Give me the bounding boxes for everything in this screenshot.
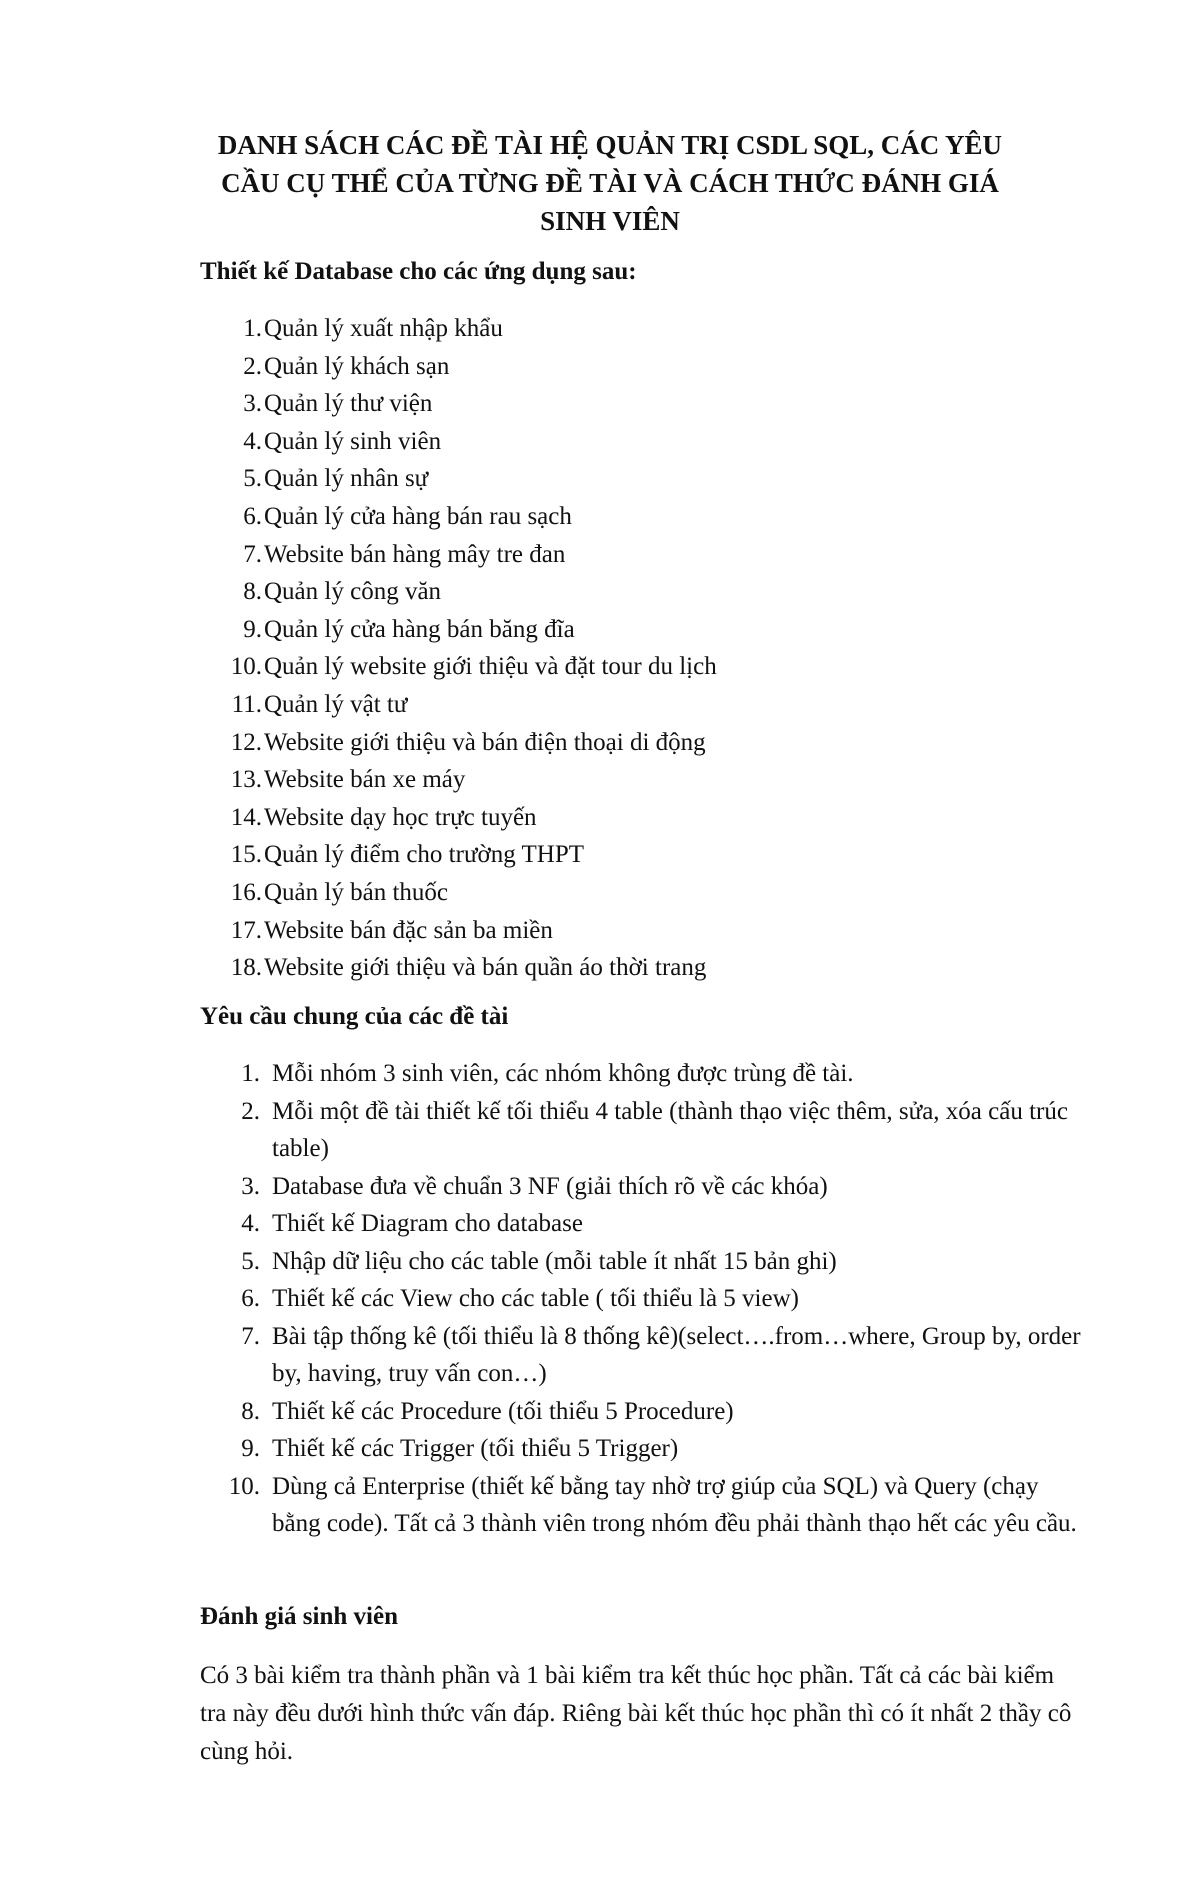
list-item-text: Dùng cả Enterprise (thiết kế bằng tay nhờ trợ giúp của SQL) và Query (chạy bằng code). Tất cả 3 thành viên trong nhóm đều phải thành thạo hết các yêu cầu. <box>272 1472 1077 1537</box>
title-line-1: DANH SÁCH CÁC ĐỀ TÀI HỆ QUẢN TRỊ CSDL SQL, CÁC YÊU <box>217 130 1003 161</box>
list-item-text: Nhập dữ liệu cho các table (mỗi table ít nhất 15 bản ghi) <box>272 1247 837 1275</box>
list-item <box>220 310 1120 348</box>
list-number: 15. <box>230 841 262 869</box>
list-item-text: Quản lý bán thuốc <box>264 878 448 906</box>
evaluation-paragraph: Có 3 bài kiểm tra thành phần và 1 bài kiểm tra kết thúc học phần. Tất cả các bài kiểm tra này đều dưới hình thức vấn đáp. Riêng bài kết thúc học phần thì có ít nhất 2 thầy cô cùng hỏi. <box>200 1662 1072 1765</box>
list-item-text: Quản lý khách sạn <box>264 352 450 380</box>
list-number: 12. <box>230 728 262 756</box>
list-item <box>220 1430 1090 1468</box>
list-number: 5. <box>241 1247 260 1275</box>
list-item <box>220 648 1120 686</box>
list-item-text: Mỗi một đề tài thiết kế tối thiểu 4 table (thành thạo việc thêm, sửa, xóa cấu trúc table) <box>272 1097 1068 1162</box>
list-item-text: Database đưa về chuẩn 3 NF (giải thích rõ về các khóa) <box>272 1172 828 1200</box>
list-number: 10. <box>228 1472 260 1500</box>
list-number: 5. <box>243 465 262 493</box>
list-number: 14. <box>230 803 262 831</box>
list-number: 4. <box>241 1210 260 1237</box>
list-number: 11. <box>231 690 262 718</box>
list-item <box>220 686 1120 724</box>
list-number: 8. <box>241 1397 260 1425</box>
list-item <box>220 1393 1090 1431</box>
list-item-text: Website dạy học trực tuyến <box>264 803 537 831</box>
list-item <box>220 874 1120 912</box>
list-item <box>220 460 1120 498</box>
list-item <box>220 1055 1090 1093</box>
list-number: 1. <box>243 315 262 342</box>
list-item-text: Website bán hàng mây tre đan <box>264 540 566 568</box>
requirements-list <box>220 1055 1090 1543</box>
section-heading-database-design: Thiết kế Database cho các ứng dụng sau: <box>200 258 637 285</box>
list-item-text: Thiết kế các Procedure (tối thiểu 5 Procedure) <box>272 1397 734 1425</box>
list-item-text: Quản lý nhân sự <box>264 465 429 493</box>
list-item-text: Website giới thiệu và bán quần áo thời trang <box>264 954 707 982</box>
list-number: 4. <box>243 427 262 455</box>
list-item-text: Quản lý xuất nhập khẩu <box>264 315 503 342</box>
title-line-3: SINH VIÊN <box>540 206 680 237</box>
list-number: 9. <box>241 1435 260 1462</box>
list-item <box>220 348 1120 386</box>
list-number: 3. <box>243 390 262 418</box>
list-number: 3. <box>241 1172 260 1200</box>
document-title <box>160 126 1060 240</box>
list-item-text: Quản lý website giới thiệu và đặt tour du lịch <box>264 653 717 681</box>
list-number: 6. <box>241 1285 260 1312</box>
list-item <box>220 573 1120 611</box>
list-item-text: Thiết kế Diagram cho database <box>272 1210 583 1237</box>
list-number: 1. <box>241 1060 260 1087</box>
list-item <box>220 498 1120 536</box>
list-item-text: Website bán đặc sản ba miền <box>264 916 553 944</box>
list-item-text: Quản lý vật tư <box>264 690 408 718</box>
list-number: 18. <box>230 954 262 982</box>
list-item <box>220 1205 1090 1243</box>
list-number: 2. <box>241 1097 260 1125</box>
list-item <box>220 799 1120 837</box>
list-item-text: Website giới thiệu và bán điện thoại di động <box>264 728 706 756</box>
list-item-text: Thiết kế các View cho các table ( tối thiểu là 5 view) <box>272 1285 799 1312</box>
list-item-text: Quản lý công văn <box>264 578 442 606</box>
section-heading-student-evaluation: Đánh giá sinh viên <box>200 1603 398 1630</box>
list-number: 16. <box>230 878 262 906</box>
list-number: 7. <box>241 1322 260 1350</box>
list-item <box>220 1243 1090 1281</box>
list-number: 6. <box>243 502 262 530</box>
list-item <box>220 1468 1090 1543</box>
list-number: 10. <box>230 653 262 681</box>
list-item <box>220 912 1120 950</box>
list-item-text: Quản lý điểm cho trường THPT <box>264 841 585 869</box>
list-item-text: Thiết kế các Trigger (tối thiểu 5 Trigger) <box>272 1435 679 1462</box>
list-item <box>220 949 1120 987</box>
title-line-2: CẦU CỤ THỂ CỦA TỪNG ĐỀ TÀI VÀ CÁCH THỨC ĐÁNH GIÁ <box>221 168 999 199</box>
list-number: 9. <box>243 615 262 643</box>
list-number: 7. <box>243 540 262 568</box>
list-number: 2. <box>243 352 262 380</box>
list-item-text: Quản lý cửa hàng bán băng đĩa <box>264 615 575 643</box>
list-item <box>220 836 1120 874</box>
list-item-text: Bài tập thống kê (tối thiểu là 8 thống kê)(select….from…where, Group by, order by, having, truy vấn con…) <box>272 1322 1081 1387</box>
list-item-text: Website bán xe máy <box>264 766 466 794</box>
list-item-text: Quản lý sinh viên <box>264 427 442 455</box>
list-item <box>220 611 1120 649</box>
list-item <box>220 1280 1090 1318</box>
list-number: 13. <box>230 766 262 794</box>
list-item <box>220 423 1120 461</box>
list-item-text: Mỗi nhóm 3 sinh viên, các nhóm không được trùng đề tài. <box>272 1060 854 1087</box>
list-item <box>220 724 1120 762</box>
list-number: 8. <box>243 578 262 606</box>
list-item <box>220 1093 1090 1168</box>
list-number: 17. <box>230 916 262 944</box>
list-item <box>220 761 1120 799</box>
section-heading-general-requirements: Yêu cầu chung của các đề tài <box>200 1003 509 1030</box>
topic-list <box>220 310 1120 987</box>
list-item <box>220 385 1120 423</box>
list-item-text: Quản lý thư viện <box>264 390 433 418</box>
list-item-text: Quản lý cửa hàng bán rau sạch <box>264 502 572 530</box>
list-item <box>220 1318 1090 1393</box>
list-item <box>220 1168 1090 1206</box>
list-item <box>220 536 1120 574</box>
